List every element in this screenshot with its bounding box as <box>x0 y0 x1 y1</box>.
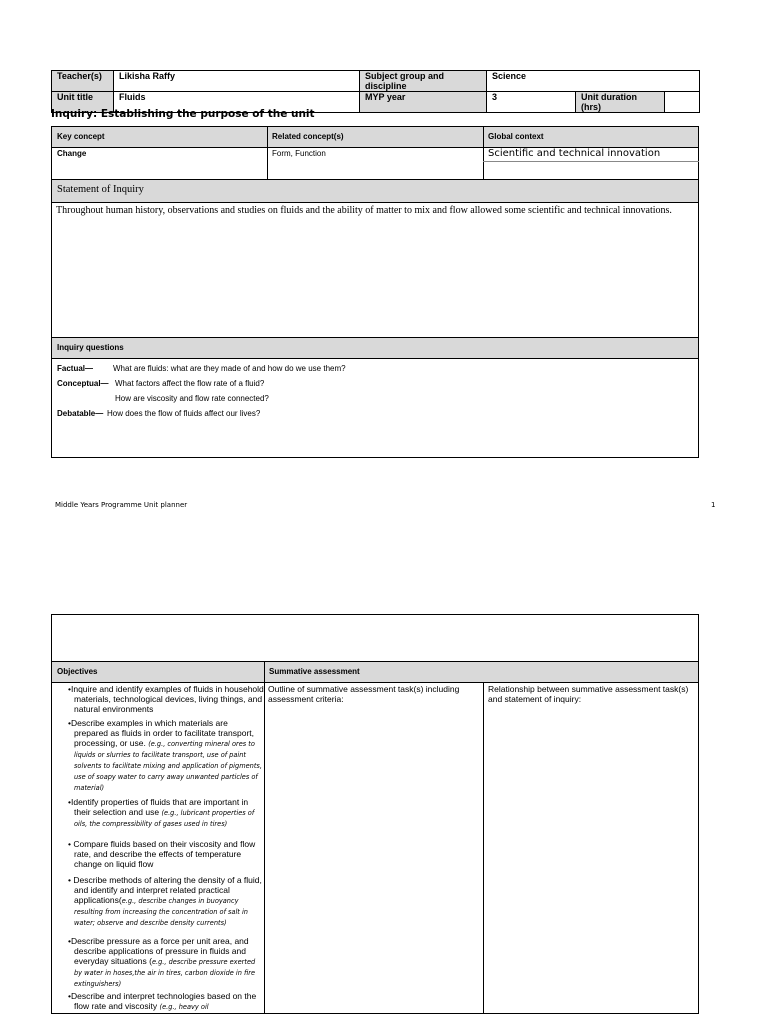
objective-item: • Describe methods of altering the density of a fluid, and identify and interpret related practical applications(e.g., describe changes in buoyancy resulting from increasing the concentration of salt in water; observe and describe density currents) <box>68 875 262 927</box>
duration-label: Unit duration (hrs) <box>576 92 665 113</box>
duration-value <box>665 92 700 113</box>
factual-question: What are fluids: what are they made of and how do we use them? <box>113 364 346 373</box>
objective-item: •Describe pressure as a force per unit area, and describe applications of pressure in fluids and everyday situations (e.g., describe pressure exerted by water in hoses,the air in tires, carbon dioxide in fire extinguishers) <box>68 936 256 988</box>
debatable-label: Debatable— <box>57 409 104 418</box>
subject-label: Subject group and discipline <box>360 71 487 92</box>
inquiry-heading: Inquiry: Establishing the purpose of the unit <box>51 108 315 120</box>
factual-label: Factual— <box>57 364 94 373</box>
summative-label: Summative assessment <box>269 667 360 676</box>
key-concept-value: Change <box>57 149 87 158</box>
global-context-value: Scientific and technical innovation <box>488 148 661 159</box>
questions-header-band <box>52 338 698 358</box>
outline-text: Outline of summative assessment task(s) including assessment criteria: <box>268 684 460 704</box>
debatable-question: How does the flow of fluids affect our lives? <box>107 409 261 418</box>
concepts-header-band <box>52 127 698 147</box>
related-concepts-value: Form, Function <box>272 149 326 158</box>
statement-label: Statement of Inquiry <box>57 184 144 195</box>
header-table <box>51 70 700 113</box>
unit-title-value: Fluids <box>114 92 360 113</box>
statement-header-band <box>52 180 698 202</box>
myp-year-label: MYP year <box>360 92 487 113</box>
conceptual-question-2: How are viscosity and flow rate connected? <box>115 394 269 403</box>
key-concept-label: Key concept <box>57 132 105 141</box>
page-number: 1 <box>711 501 716 509</box>
global-context-label: Global context <box>488 132 544 141</box>
related-concepts-label: Related concept(s) <box>272 132 344 141</box>
objective-item: •Inquire and identify examples of fluids in household materials, technological devices, living things, and natural environments <box>68 684 264 714</box>
myp-year-value: 3 <box>487 92 576 113</box>
objective-item: •Describe examples in which materials are prepared as fluids in order to facilitate transport, processing, or use. (e.g., converting mineral ores to liquids or slurries to facilitate transport, use of paint solvents to facilitate mixing and application of pigments, use of soapy water to carry away unwanted particles of material) <box>68 718 262 792</box>
objective-item: •Identify properties of fluids that are important in their selection and use (e.g., lubricant properties of oils, the compressibility of gases used in tires) <box>68 797 255 828</box>
unit-title-label: Unit title <box>52 92 114 113</box>
teacher-value: Likisha Raffy <box>114 71 360 92</box>
objectives-label: Objectives <box>57 667 98 676</box>
footer-title: Middle Years Programme Unit planner <box>55 501 188 509</box>
subject-value: Science <box>487 71 700 92</box>
assessment-header-band <box>52 662 698 682</box>
objective-item: •Describe and interpret technologies based on the flow rate and viscosity (e.g., heavy oil <box>68 991 257 1011</box>
conceptual-question: What factors affect the flow rate of a fluid? <box>115 379 265 388</box>
relationship-text: Relationship between summative assessment task(s) and statement of inquiry: <box>488 684 689 704</box>
conceptual-label: Conceptual— <box>57 379 109 388</box>
objective-item: • Compare fluids based on their viscosity and flow rate, and describe the effects of temperature change on liquid flow <box>68 839 256 869</box>
statement-text: Throughout human history, observations and studies on fluids and the ability of matter to mix and flow allowed some scientific and technical innovations. <box>56 205 672 216</box>
teacher-label: Teacher(s) <box>52 71 114 92</box>
questions-label: Inquiry questions <box>57 343 124 352</box>
